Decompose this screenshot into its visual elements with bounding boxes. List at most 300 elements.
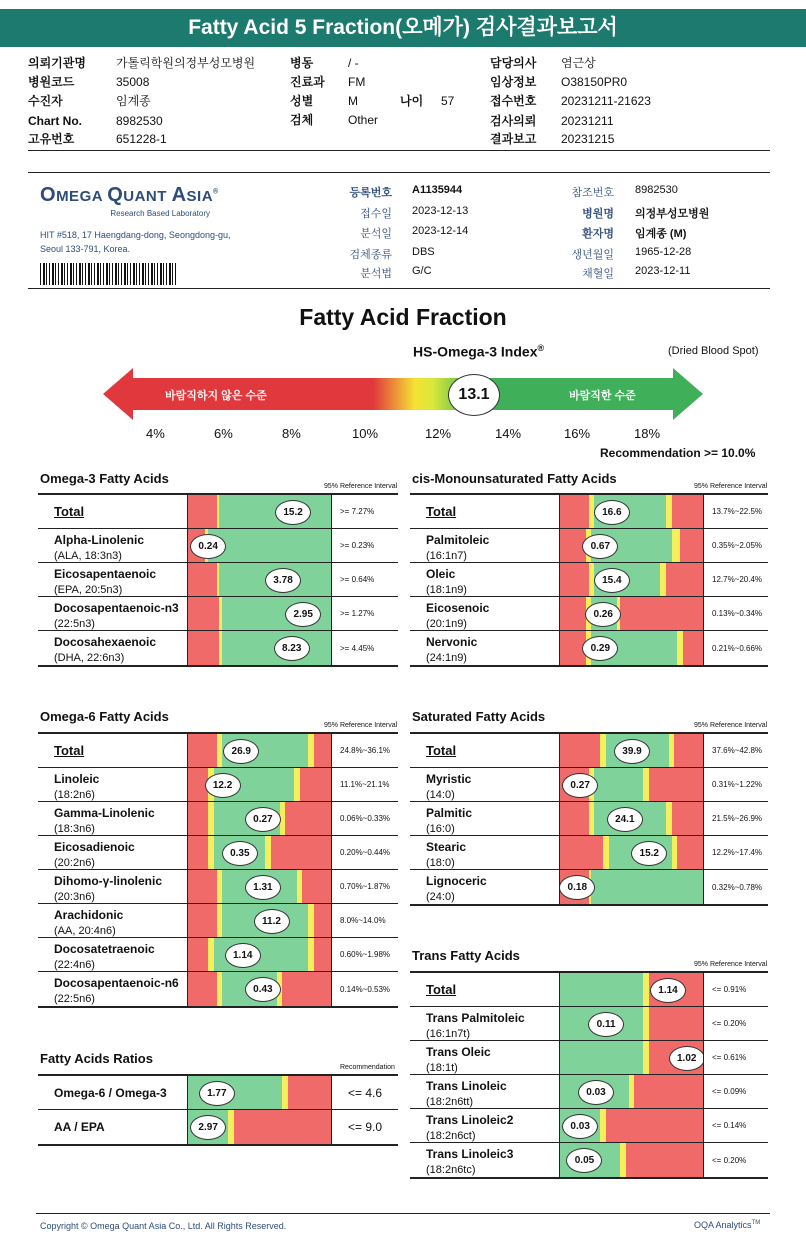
omega6-table: [38, 732, 398, 1008]
bar-segment: [271, 836, 331, 869]
value-marker: 0.24: [190, 534, 226, 559]
reference-interval-header: Recommendation: [340, 1064, 395, 1071]
value-marker: 0.35: [222, 841, 258, 866]
value-marker: 39.9: [614, 739, 650, 764]
reference-interval: >= 7.27%: [340, 507, 375, 516]
level-bar: [560, 802, 704, 835]
reference-interval: <= 0.20%: [712, 1019, 747, 1028]
fatty-acid-name: [410, 768, 560, 801]
reference-interval: 0.13%~0.34%: [712, 609, 763, 618]
row-label: Lignoceric: [426, 874, 487, 888]
bar-segment: [188, 563, 217, 596]
table-row: [38, 631, 398, 665]
level-bar: [560, 1143, 704, 1177]
row-sublabel: (EPA, 20:5n3): [54, 584, 123, 596]
level-bar: [188, 802, 332, 835]
value-marker: 11.2: [254, 909, 290, 934]
reference-interval: >= 0.64%: [340, 575, 375, 584]
fatty-acid-name: [38, 802, 188, 835]
bar-segment: [288, 1076, 331, 1109]
gauge-tick-label: 8%: [282, 426, 301, 441]
patient-field-label: 수진자: [28, 94, 63, 108]
gauge-tick-label: 6%: [214, 426, 233, 441]
level-bar: [560, 1007, 704, 1040]
value-marker: 3.78: [265, 568, 301, 593]
value-marker: 1.14: [650, 978, 686, 1003]
level-bar: [188, 597, 332, 630]
table-row: [410, 563, 768, 597]
table-row: [38, 972, 398, 1006]
row-sublabel: (16:0): [426, 823, 455, 835]
sample-field-value: 2023-12-13: [412, 205, 469, 217]
index-recommendation: Recommendation >= 10.0%: [600, 446, 756, 460]
bar-segment: [285, 802, 331, 835]
row-label: Docosatetraenoic: [54, 942, 155, 956]
patient-field-value: 651228-1: [116, 132, 167, 146]
value-marker: 15.2: [631, 841, 667, 866]
level-bar: [188, 836, 332, 869]
patient-field-value: 임계종: [116, 94, 151, 108]
value-marker: 0.18: [560, 875, 595, 900]
level-bar: [188, 631, 332, 665]
row-label: Linoleic: [54, 772, 100, 786]
row-sublabel: (22:4n6): [54, 959, 95, 971]
table-row: [38, 768, 398, 802]
value-marker: 0.03: [562, 1114, 598, 1139]
value-marker: 2.97: [190, 1115, 226, 1140]
bar-segment: [188, 597, 219, 630]
row-label: Oleic: [426, 567, 456, 581]
patient-field-label: 병동: [290, 56, 314, 70]
row-label: Palmitic: [426, 806, 473, 820]
reference-interval: <= 0.20%: [712, 1155, 747, 1165]
row-label: Trans Linoleic2: [426, 1113, 514, 1127]
table-row: [38, 495, 398, 529]
reference-interval: 24.8%~36.1%: [340, 746, 391, 755]
patient-field-value: 8982530: [116, 114, 163, 128]
reference-interval-header: 95% Reference Interval: [694, 961, 768, 968]
value-marker: 1.02: [669, 1046, 704, 1071]
value-marker: 0.67: [582, 534, 618, 559]
reference-interval: 0.21%~0.66%: [712, 643, 763, 653]
bar-segment: [666, 563, 703, 596]
bar-segment: [560, 563, 589, 596]
bar-segment: [314, 904, 331, 937]
reference-interval: <= 0.91%: [712, 985, 747, 994]
row-sublabel: (22:5n6): [54, 993, 95, 1005]
row-label: Palmitoleic: [426, 533, 490, 547]
table-row: [410, 1075, 768, 1109]
fatty-acid-name: [38, 972, 188, 1006]
analytics-mark: OQA Analytics™: [694, 1220, 761, 1230]
sample-field-value: 의정부성모병원: [635, 208, 710, 220]
sample-field-label: 분석일: [360, 228, 392, 240]
level-bar: [560, 597, 704, 630]
value-marker: 15.2: [275, 500, 311, 525]
bar-segment: [680, 529, 703, 562]
bar-segment: [672, 495, 703, 528]
bar-segment: [634, 1075, 703, 1108]
fatty-acid-name: [38, 597, 188, 630]
reference-interval: 0.70%~1.87%: [340, 882, 391, 891]
bar-segment: [188, 734, 217, 767]
fatty-acid-name: [410, 836, 560, 869]
bar-segment: [188, 802, 208, 835]
level-bar: [560, 1109, 704, 1142]
fatty-acid-name: [38, 904, 188, 937]
sample-field-label: 등록번호: [349, 187, 392, 199]
reference-interval: <= 0.61%: [712, 1053, 747, 1062]
bar-segment: [314, 938, 331, 971]
reference-interval: 12.2%~17.4%: [712, 848, 763, 857]
fatty-acid-name: [410, 734, 560, 767]
row-label: Alpha-Linolenic: [54, 533, 144, 547]
level-bar: [560, 1041, 704, 1074]
patient-field-value: Other: [348, 113, 379, 127]
value-marker: 1.77: [199, 1081, 235, 1106]
sample-field-value: A1135944: [412, 184, 463, 196]
fatty-acid-name: [410, 563, 560, 596]
level-bar: [560, 1075, 704, 1108]
bar-segment: [300, 768, 331, 801]
row-label: Eicosapentaenoic: [54, 567, 157, 581]
table-row: [38, 836, 398, 870]
level-bar: [188, 1110, 332, 1144]
patient-field-value: M: [348, 94, 358, 108]
divider: [28, 172, 770, 173]
fatty-acid-name: [38, 836, 188, 869]
bar-segment: [672, 529, 681, 562]
value-marker: 0.11: [588, 1012, 624, 1037]
reference-interval-header: 95% Reference Interval: [324, 483, 398, 490]
row-label: Total: [54, 504, 85, 519]
reference-interval: <= 4.6: [347, 1085, 383, 1100]
reference-interval: 13.7%~22.5%: [712, 507, 763, 516]
reference-interval: <= 9.0: [347, 1120, 383, 1134]
row-sublabel: (24:1n9): [426, 652, 467, 664]
omega3-title: Omega-3 Fatty Acids: [40, 471, 169, 486]
bar-segment: [677, 836, 703, 869]
fatty-acid-name: [410, 973, 560, 1006]
sample-field-value: 8982530: [635, 184, 678, 196]
bar-segment: [620, 597, 703, 630]
row-sublabel: (DHA, 22:6n3): [54, 652, 125, 664]
value-marker: 2.95: [285, 602, 321, 627]
sample-field-label: 검체종류: [349, 249, 392, 261]
bar-segment: [560, 802, 589, 835]
row-sublabel: (18:0): [426, 857, 455, 869]
level-bar: [560, 495, 704, 528]
sample-field-value: 2023-12-14: [412, 225, 469, 237]
row-label: Total: [426, 743, 457, 758]
bar-segment: [208, 529, 331, 562]
report-title: Fatty Acid 5 Fraction(오메가) 검사결과보고서: [0, 9, 806, 47]
sample-field-label: 분석법: [360, 268, 392, 280]
fatty-acid-name: [38, 495, 188, 528]
bar-segment: [188, 631, 219, 665]
table-row: [410, 836, 768, 870]
row-label: Myristic: [426, 772, 472, 786]
row-sublabel: (14:0): [426, 789, 455, 801]
reference-interval: 0.32%~0.78%: [712, 882, 763, 892]
level-bar: [560, 870, 704, 904]
bar-segment: [672, 802, 703, 835]
reference-interval: 0.31%~1.22%: [712, 780, 763, 789]
sample-field-value: 1965-12-28: [635, 246, 692, 258]
value-marker: 0.43: [245, 977, 281, 1002]
bar-segment: [594, 768, 643, 801]
value-marker: 0.27: [245, 807, 281, 832]
patient-field-value: O38150PR0: [561, 75, 628, 89]
patient-field-label: 의뢰기관명: [28, 56, 86, 70]
table-row: [38, 597, 398, 631]
table-row: [410, 734, 768, 768]
trans-title: Trans Fatty Acids: [412, 948, 520, 963]
reference-interval: 11.1%~21.1%: [340, 780, 390, 789]
reference-interval: >= 0.23%: [340, 541, 375, 550]
row-label: AA / EPA: [54, 1120, 105, 1134]
fatty-acid-name: [38, 768, 188, 801]
row-label: Total: [54, 743, 85, 758]
fatty-acid-name: [38, 870, 188, 903]
row-sublabel: (AA, 20:4n6): [54, 925, 116, 937]
table-row: [38, 563, 398, 597]
level-bar: [560, 973, 704, 1006]
level-bar: [188, 734, 332, 767]
cismono-title: cis-Monounsaturated Fatty Acids: [412, 471, 617, 486]
row-label: Trans Palmitoleic: [426, 1011, 525, 1025]
fatty-acid-name: [38, 631, 188, 665]
sample-field-label: 생년월일: [571, 249, 614, 261]
patient-field-label: 결과보고: [490, 132, 537, 146]
row-label: Stearic: [426, 840, 467, 854]
patient-field-label: 고유번호: [28, 132, 75, 146]
row-sublabel: (18:1n9): [426, 584, 467, 596]
reference-interval-header: 95% Reference Interval: [694, 483, 768, 490]
bar-segment: [314, 734, 331, 767]
value-marker: 8.23: [274, 636, 310, 661]
patient-info: [0, 56, 806, 151]
row-label: Gamma-Linolenic: [54, 806, 155, 820]
row-label: Docosapentaenoic-n6: [54, 976, 179, 990]
bar-segment: [560, 597, 586, 630]
table-row: [38, 1076, 398, 1110]
row-sublabel: (16:1n7): [426, 550, 467, 562]
fatty-acid-name: [410, 1075, 560, 1108]
bar-segment: [188, 870, 217, 903]
level-bar: [188, 563, 332, 596]
sample-field-value: 2023-12-11: [635, 265, 691, 277]
fatty-acid-name: [38, 734, 188, 767]
divider: [36, 1213, 770, 1214]
table-row: [38, 529, 398, 563]
fatty-acid-name: [410, 597, 560, 630]
sample-field-value: DBS: [412, 246, 435, 258]
bar-segment: [649, 768, 703, 801]
row-sublabel: (20:1n9): [426, 618, 467, 630]
sample-field-label: 병원명: [582, 208, 614, 220]
bar-segment: [560, 495, 589, 528]
patient-field-value: / -: [348, 56, 359, 70]
row-sublabel: (22:5n3): [54, 618, 95, 630]
row-label: Trans Linoleic: [426, 1079, 507, 1093]
index-value: 13.1: [448, 374, 500, 416]
row-label: Trans Oleic: [426, 1045, 491, 1059]
row-sublabel: (18:2n6ct): [426, 1130, 476, 1142]
gauge-tick-label: 12%: [425, 426, 452, 441]
patient-field-label: 병원코드: [28, 75, 75, 89]
gauge-tick-label: 14%: [495, 426, 522, 441]
reference-interval: 0.60%~1.98%: [340, 950, 391, 959]
table-row: [410, 973, 768, 1007]
row-label: Total: [426, 982, 457, 997]
table-row: [410, 529, 768, 563]
patient-field-label: 나이: [400, 94, 424, 108]
lab-address: HIT #518, 17 Haengdang-dong, Seongdong-gu, Seoul 133-791, Korea.: [40, 230, 231, 254]
specimen-label: (Dried Blood Spot): [668, 345, 759, 357]
row-sublabel: (18:3n6): [54, 823, 95, 835]
bar-segment: [591, 870, 703, 904]
patient-field-label: 진료과: [290, 75, 325, 89]
value-marker: 24.1: [607, 807, 643, 832]
table-row: [38, 904, 398, 938]
fatty-acid-name: [38, 938, 188, 971]
row-label: Docosahexaenoic: [54, 635, 157, 649]
reference-interval-header: 95% Reference Interval: [324, 722, 398, 729]
fatty-acid-name: [38, 529, 188, 562]
lab-logo: OMEGA QUANT ASIA® Research Based Laboratory: [40, 184, 219, 218]
bar-segment: [560, 734, 600, 767]
patient-field-value: 20231215: [561, 132, 615, 146]
gauge-tick-label: 18%: [634, 426, 661, 441]
gauge-tick-label: 16%: [564, 426, 591, 441]
row-sublabel: (18:2n6tt): [426, 1096, 474, 1108]
table-row: [38, 802, 398, 836]
row-label: Arachidonic: [54, 908, 124, 922]
table-row: [410, 1109, 768, 1143]
bar-segment: [560, 973, 643, 1006]
row-label: Docosapentaenoic-n3: [54, 601, 179, 615]
table-row: [410, 768, 768, 802]
bar-segment: [188, 972, 217, 1006]
patient-field-label: Chart No.: [28, 114, 82, 128]
barcode: [40, 263, 176, 285]
level-bar: [560, 836, 704, 869]
level-bar: [560, 563, 704, 596]
patient-field-value: FM: [348, 75, 366, 89]
fatty-acid-name: [410, 631, 560, 665]
bar-segment: [188, 904, 217, 937]
value-marker: 1.14: [225, 943, 261, 968]
bar-segment: [683, 631, 703, 665]
patient-field-value: 염근상: [561, 56, 596, 70]
value-marker: 16.6: [594, 500, 630, 525]
bar-segment: [302, 870, 331, 903]
table-row: [38, 734, 398, 768]
bar-segment: [606, 1109, 703, 1142]
patient-field-label: 성별: [290, 94, 314, 108]
reference-interval: <= 0.14%: [712, 1121, 747, 1130]
patient-field-label: 접수번호: [490, 94, 537, 108]
table-row: [410, 495, 768, 529]
row-sublabel: (16:1n7t): [426, 1028, 471, 1040]
patient-field-label: 검체: [290, 113, 314, 127]
sample-field-value: G/C: [412, 265, 432, 277]
level-bar: [188, 1076, 332, 1109]
table-row: [410, 802, 768, 836]
patient-field-value: 57: [441, 94, 455, 108]
ratios-title: Fatty Acids Ratios: [40, 1051, 153, 1066]
patient-field-label: 담당의사: [490, 56, 537, 70]
row-sublabel: (ALA, 18:3n3): [54, 550, 122, 562]
value-marker: 0.26: [585, 602, 621, 627]
level-bar: [188, 529, 332, 562]
patient-field-label: 검사의뢰: [490, 114, 537, 128]
omega6-title: Omega-6 Fatty Acids: [40, 709, 169, 724]
level-bar: [560, 734, 704, 767]
level-bar: [188, 870, 332, 903]
reference-interval: >= 4.45%: [340, 643, 375, 653]
patient-field-value: 20231211-21623: [561, 94, 651, 108]
sample-field-label: 참조번호: [571, 187, 614, 199]
bar-segment: [560, 1041, 643, 1074]
patient-field-label: 임상정보: [490, 75, 537, 89]
reference-interval-header: 95% Reference Interval: [694, 722, 768, 729]
bar-segment: [188, 495, 217, 528]
row-label: Trans Linoleic3: [426, 1147, 514, 1161]
table-row: [410, 631, 768, 665]
bar-segment: [674, 734, 703, 767]
bar-segment: [626, 1143, 703, 1177]
saturated-table: [410, 732, 768, 906]
level-bar: [188, 495, 332, 528]
fatty-acid-name: [38, 563, 188, 596]
fatty-acid-name: [38, 1076, 188, 1109]
table-row: [410, 1143, 768, 1177]
bar-segment: [560, 836, 603, 869]
table-row: [410, 597, 768, 631]
bar-segment: [188, 938, 208, 971]
table-row: [410, 1041, 768, 1075]
reference-interval: 37.6%~42.8%: [712, 746, 763, 755]
bar-segment: [188, 836, 208, 869]
reference-interval: >= 1.27%: [340, 609, 375, 618]
row-label: Nervonic: [426, 635, 478, 649]
row-sublabel: (20:2n6): [54, 857, 95, 869]
omega3-index-gauge: [103, 368, 703, 420]
copyright: Copyright © Omega Quant Asia Co., Ltd. All Rights Reserved.: [40, 1221, 287, 1231]
lab-subtitle: Research Based Laboratory: [110, 209, 210, 218]
row-sublabel: (20:3n6): [54, 891, 95, 903]
patient-field-value: 가톨릭학원의정부성모병원: [116, 56, 256, 70]
trans-table: [410, 971, 768, 1179]
row-sublabel: (18:2n6tc): [426, 1164, 476, 1176]
saturated-title: Saturated Fatty Acids: [412, 709, 546, 724]
main-title: Fatty Acid Fraction: [299, 304, 507, 330]
fatty-acid-name: [410, 495, 560, 528]
table-row: [410, 870, 768, 904]
level-bar: [188, 904, 332, 937]
sample-field-label: 접수일: [360, 208, 392, 220]
reference-interval: 21.5%~26.9%: [712, 814, 763, 823]
cismono-table: [410, 493, 768, 667]
fatty-acid-name: [410, 1007, 560, 1040]
reference-interval: 8.0%~14.0%: [340, 916, 386, 925]
bar-segment: [282, 972, 331, 1006]
value-marker: 15.4: [594, 568, 630, 593]
level-bar: [560, 768, 704, 801]
fatty-acid-name: [410, 802, 560, 835]
